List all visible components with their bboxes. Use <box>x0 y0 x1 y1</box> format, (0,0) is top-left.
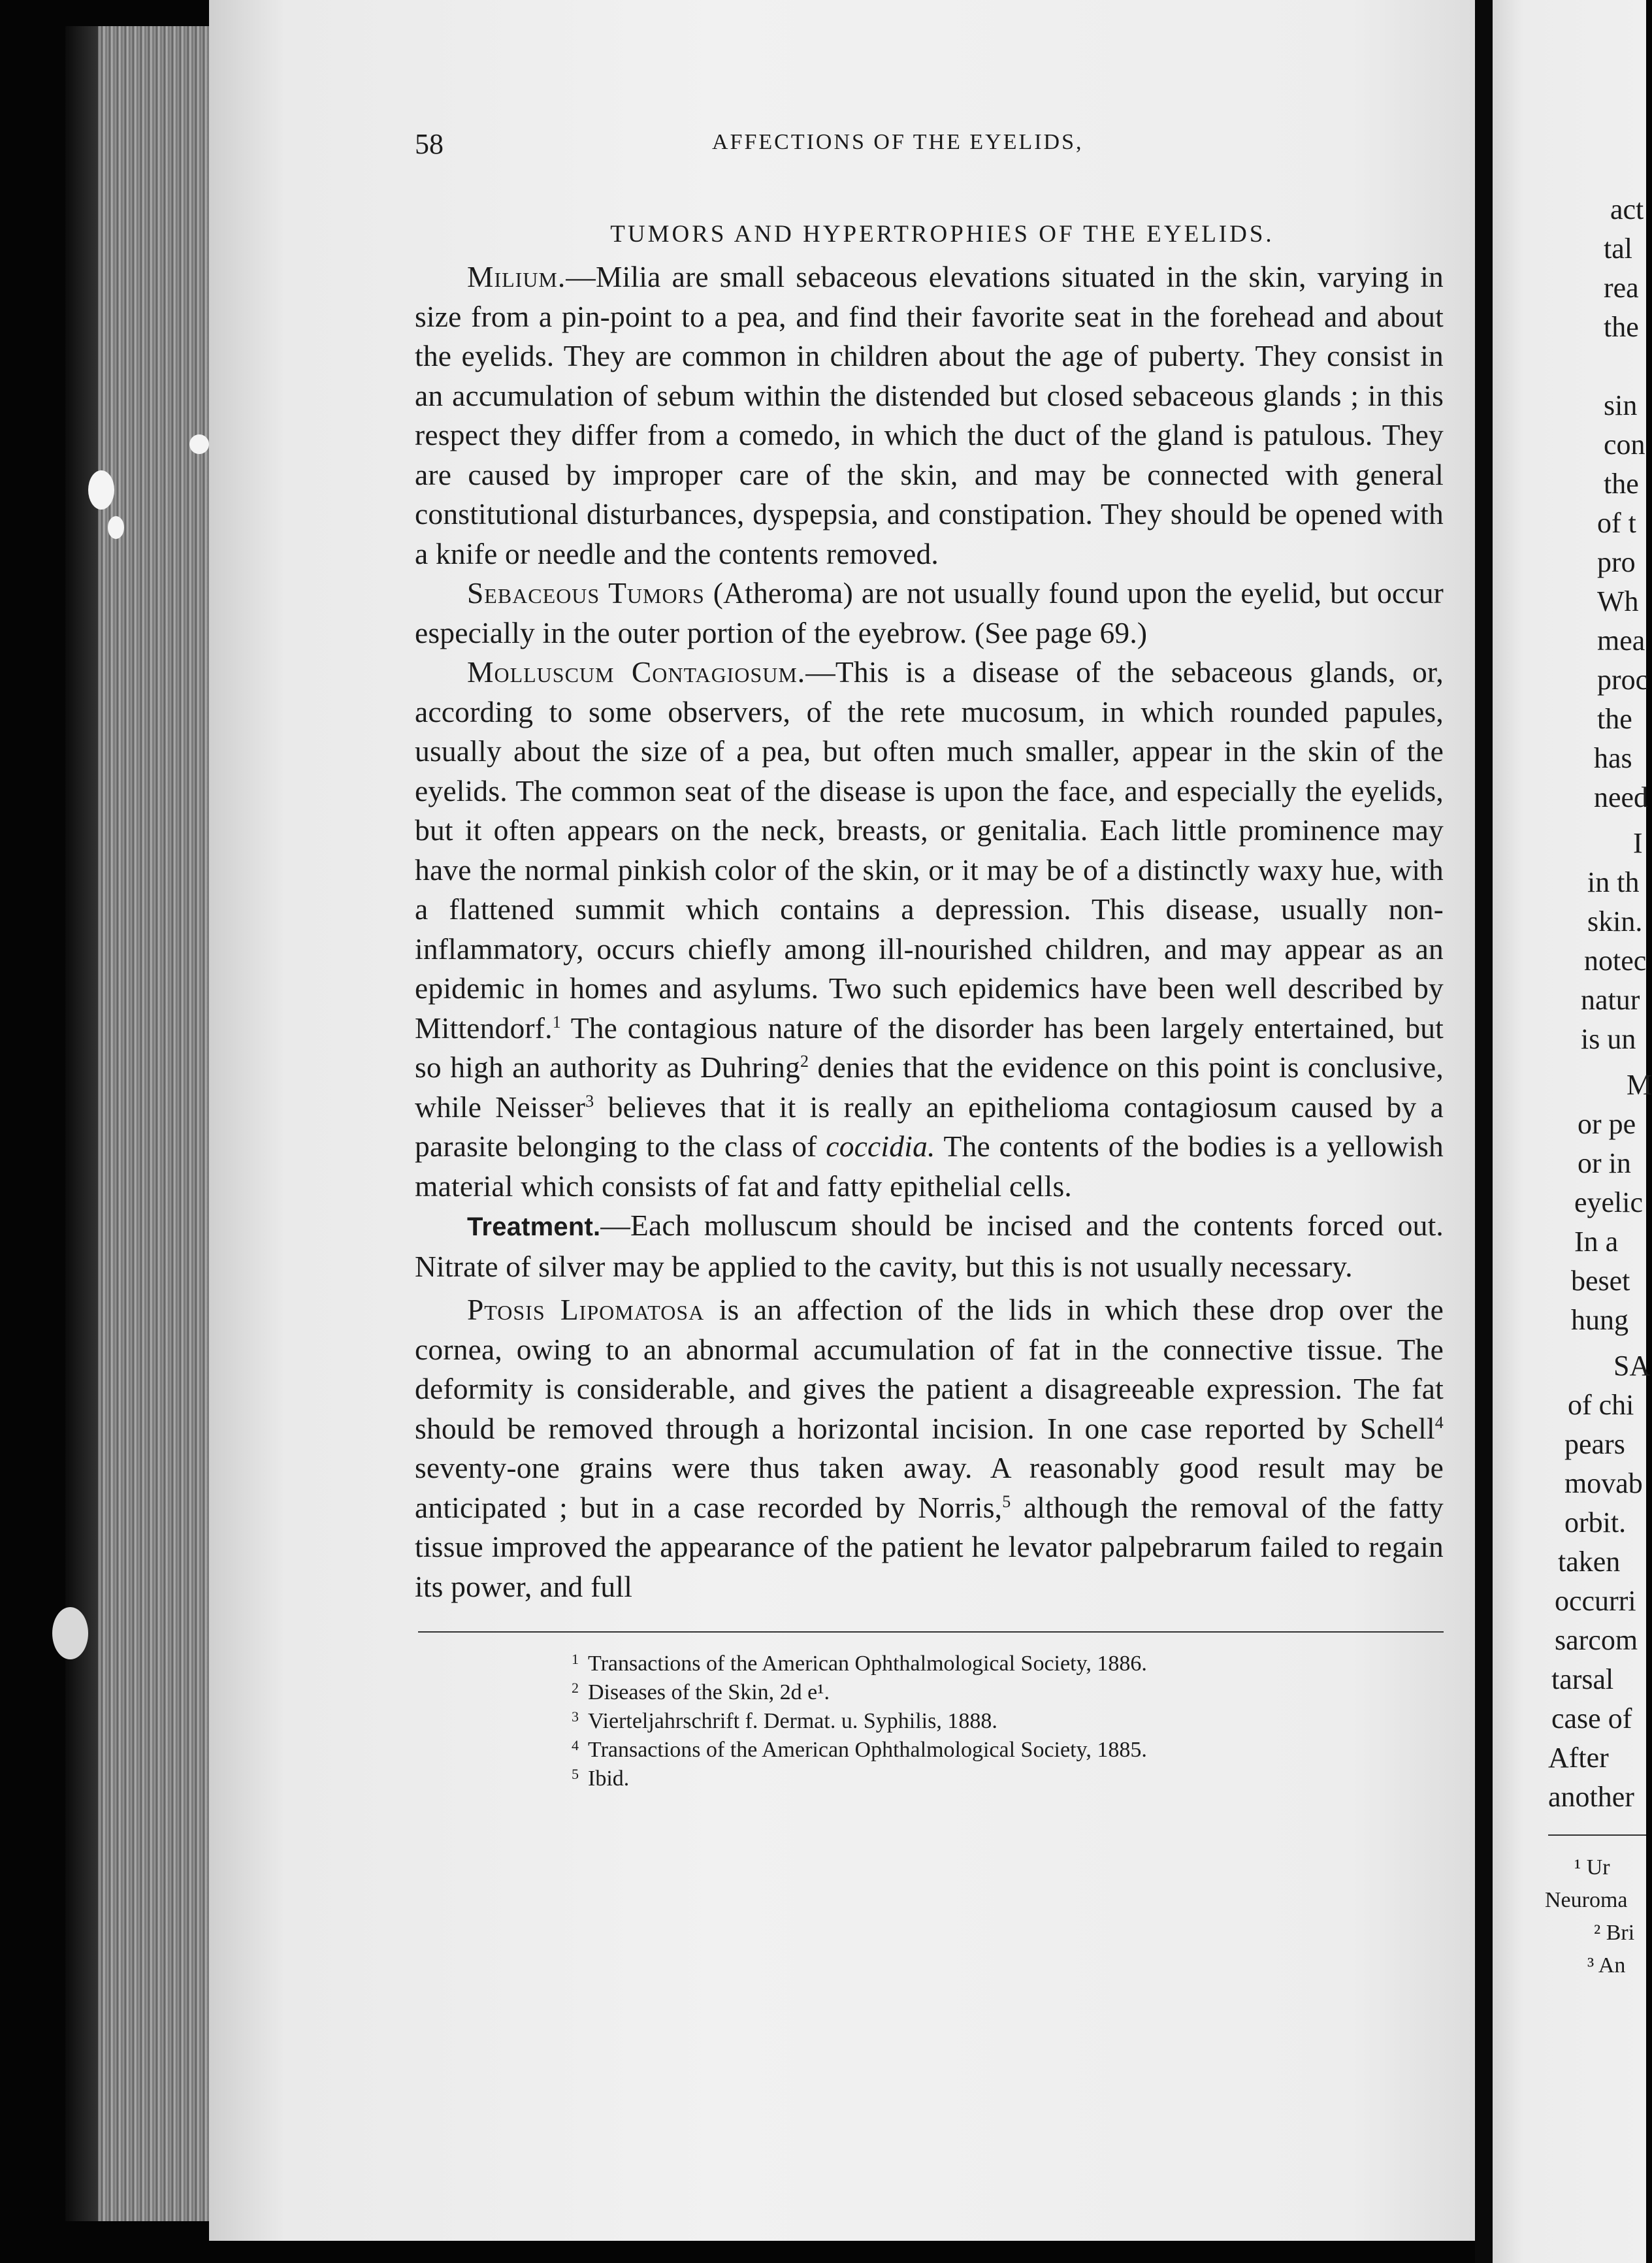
molluscum-text: —This is a disease of the sebaceous glands, or, according to some observers, of the rete mucosum, in which rounded papules, usually about the size of a pea, but often much smaller, appear in the skin of the eyelids. The common seat of the disease is upon the face, and especially the eyelids, but it often appears on the neck, breasts, or genitalia. Each little prominence may have the normal pinkish color of the skin, or it may be of a distinctly waxy hue, with a flattened summit which contains a depression. This disease, usually non-inflammatory, occurs chiefly among ill-nourished children, and may appear as an epidemic in homes and asylums. Two such epidemics have been well described by Mittendorf. <box>415 655 1444 1045</box>
section-title: TUMORS AND HYPERTROPHIES OF THE EYELIDS. <box>610 221 1274 248</box>
milium-heading: Milium. <box>467 260 566 293</box>
right-page-line-fragment: has <box>1594 742 1632 774</box>
footnote-rule <box>418 1631 1444 1633</box>
right-page-line-fragment: skin. <box>1587 905 1643 937</box>
right-page-line-fragment: another <box>1548 1781 1634 1813</box>
sebaceous-text: (Atheroma) are not usually found upon the eyelid, but occur especially in the outer portion of the eyebrow. (See page 69.) <box>415 576 1444 649</box>
italic-term: coccidia. <box>826 1130 935 1163</box>
footnote-mark: 2 <box>572 1680 579 1696</box>
footnote-mark: 3 <box>572 1708 579 1725</box>
right-page-line-fragment: or pe <box>1578 1108 1636 1140</box>
right-page-footnote-fragment: ³ An <box>1587 1953 1626 1978</box>
right-page-footnote-fragment: ¹ Ur <box>1574 1855 1610 1880</box>
footnote-text: Diseases of the Skin, 2d e¹. <box>588 1680 830 1704</box>
right-page-line-fragment: of chi <box>1568 1389 1634 1421</box>
right-page-line-fragment: occurri <box>1555 1585 1636 1617</box>
footnote <box>572 1765 1444 1793</box>
right-page-line-fragment: case of <box>1551 1702 1632 1734</box>
ptosis-text: is an affection of the lids in which these drop over the cornea, owing to an abnormal accumulation of fat in the connective tissue. The deformity is considerable, and gives the patient a disagreeable expression. The fat should be removed through a horizontal incision. In one case reported by Schell <box>415 1293 1444 1445</box>
right-page-line-fragment: or in <box>1578 1147 1631 1179</box>
molluscum-text: The contagious nature of the disorder has been largely entertained, but so high an authority as Duhring <box>415 1011 1444 1084</box>
footnote-mark: 5 <box>572 1766 579 1782</box>
paper-stain <box>52 1607 88 1659</box>
right-page-line-fragment: natur <box>1581 984 1640 1016</box>
right-page-line-fragment: pears <box>1564 1428 1625 1460</box>
paragraph-sebaceous-tumors <box>415 574 1444 653</box>
ptosis-text: although the removal of the fatty tissue improved the appearance of the patient he levator palpebrarum failed to regain its power, and full <box>415 1490 1444 1603</box>
molluscum-text: denies that the evidence on this point is conclusive, while Neisser <box>415 1050 1444 1124</box>
footnote <box>572 1650 1444 1678</box>
molluscum-heading: Molluscum Contagiosum. <box>467 655 806 689</box>
footnote-ref: 4 <box>1434 1412 1444 1432</box>
right-page-line-fragment: is un <box>1581 1023 1636 1055</box>
footnote-text: Ibid. <box>588 1766 630 1791</box>
right-page-line-fragment: of t <box>1597 507 1636 539</box>
right-page-line-fragment: I <box>1633 827 1643 859</box>
right-page-line-fragment: SA <box>1613 1350 1651 1382</box>
right-page-line-fragment: con <box>1604 429 1645 461</box>
molluscum-text: The contents of the bodies is a yellowish material which consists of fat and fatty epithelial cells. <box>415 1130 1444 1203</box>
right-page-line-fragment: in th <box>1587 866 1640 898</box>
right-page-footnote-fragment: ² Bri <box>1594 1921 1635 1945</box>
right-page-line-fragment: rea <box>1604 272 1639 304</box>
running-head <box>415 127 1444 167</box>
footnote-mark: 1 <box>572 1651 579 1667</box>
ptosis-text: seventy-one grains were thus taken away. A reasonably good result may be anticipated ; but in a case recorded by Norris, <box>415 1451 1444 1524</box>
paragraph-molluscum <box>415 653 1444 1206</box>
paragraph-milium <box>415 257 1444 574</box>
footnote-text: Transactions of the American Ophthalmological Society, 1885. <box>588 1738 1147 1762</box>
footnote-text: Vierteljahrschrift f. Dermat. u. Syphilis, 1888. <box>588 1709 997 1733</box>
treatment-heading: Treatment. <box>467 1213 601 1241</box>
paper-stain <box>108 516 124 539</box>
milium-text: —Milia are small sebaceous elevations situated in the skin, varying in size from a pin-point to a pea, and find their favorite seat in the forehead and about the eyelids. They are common in children about the age of puberty. They consist in an accumulation of sebum within the distended but closed sebaceous glands ; in this respect they differ from a comedo, in which the duct of the gland is patulous. They are caused by improper care of the skin, and may be connected with general constitutional disturbances, dyspepsia, and constipation. They should be opened with a knife or needle and the contents removed. <box>415 260 1444 570</box>
footnote-ref: 2 <box>800 1051 809 1071</box>
right-page-line-fragment: tarsal <box>1551 1663 1614 1695</box>
right-page-line-fragment: orbit. <box>1564 1506 1627 1539</box>
right-page-footnote-fragment: Neuroma <box>1545 1888 1628 1912</box>
page-edges <box>98 26 216 2221</box>
treatment-text: —Each molluscum should be incised and the contents forced out. Nitrate of silver may be applied to the cavity, but this is not usually necessary. <box>415 1209 1444 1283</box>
right-page-line-fragment: In a <box>1574 1226 1619 1258</box>
ptosis-heading: Ptosis Lipomatosa <box>467 1293 705 1326</box>
paragraph-treatment <box>415 1206 1444 1286</box>
right-page-line-fragment: Wh <box>1597 585 1639 617</box>
left-page-content <box>415 127 1444 1793</box>
footnote-text: Transactions of the American Ophthalmological Society, 1886. <box>588 1652 1147 1676</box>
footnote <box>572 1707 1444 1736</box>
right-page-line-fragment: mea <box>1597 625 1645 657</box>
paragraph-ptosis <box>415 1290 1444 1606</box>
right-page-line-fragment: notec <box>1584 945 1647 977</box>
right-page-line-fragment: hung <box>1571 1304 1628 1336</box>
right-page-line-fragment: eyelic <box>1574 1186 1644 1218</box>
right-page-line-fragment: need <box>1594 781 1649 813</box>
paper-stain <box>189 434 209 454</box>
footnote-ref: 1 <box>552 1012 561 1032</box>
right-page-line-fragment: the <box>1604 311 1639 343</box>
right-page-line-fragment: sarcom <box>1555 1624 1638 1656</box>
molluscum-text: believes that it is really an epithelioma contagiosum caused by a parasite belonging to the class of <box>415 1090 1444 1163</box>
right-page-line-fragment: the <box>1604 468 1639 500</box>
footnote-ref: 5 <box>1002 1491 1011 1511</box>
right-footnote-rule <box>1548 1834 1646 1836</box>
right-page-line-fragment: taken <box>1558 1546 1621 1578</box>
right-page-line-fragment: M <box>1627 1069 1652 1101</box>
page-number: 58 <box>415 128 444 160</box>
footnote <box>572 1678 1444 1707</box>
footnote-mark: 4 <box>572 1737 579 1753</box>
right-page-line-fragment: movab <box>1564 1467 1643 1499</box>
footnote <box>572 1736 1444 1765</box>
footnotes <box>415 1650 1444 1793</box>
running-title: AFFECTIONS OF THE EYELIDS, <box>712 130 1084 154</box>
right-page-line-fragment: the <box>1597 703 1632 735</box>
right-page-line-fragment: sin <box>1604 389 1638 421</box>
right-page-line-fragment: pro <box>1597 546 1636 578</box>
sebaceous-heading: Sebaceous Tumors <box>467 576 705 610</box>
footnote-ref: 3 <box>585 1091 594 1111</box>
right-page-line-fragment: beset <box>1571 1265 1630 1297</box>
book-gutter <box>1475 0 1495 2263</box>
paper-stain <box>88 470 114 510</box>
right-page-line-fragment: proc <box>1597 664 1649 696</box>
right-page-line-fragment: After <box>1548 1742 1609 1774</box>
right-page-line-fragment: act <box>1610 193 1644 225</box>
right-page-line-fragment: tal <box>1604 233 1632 265</box>
